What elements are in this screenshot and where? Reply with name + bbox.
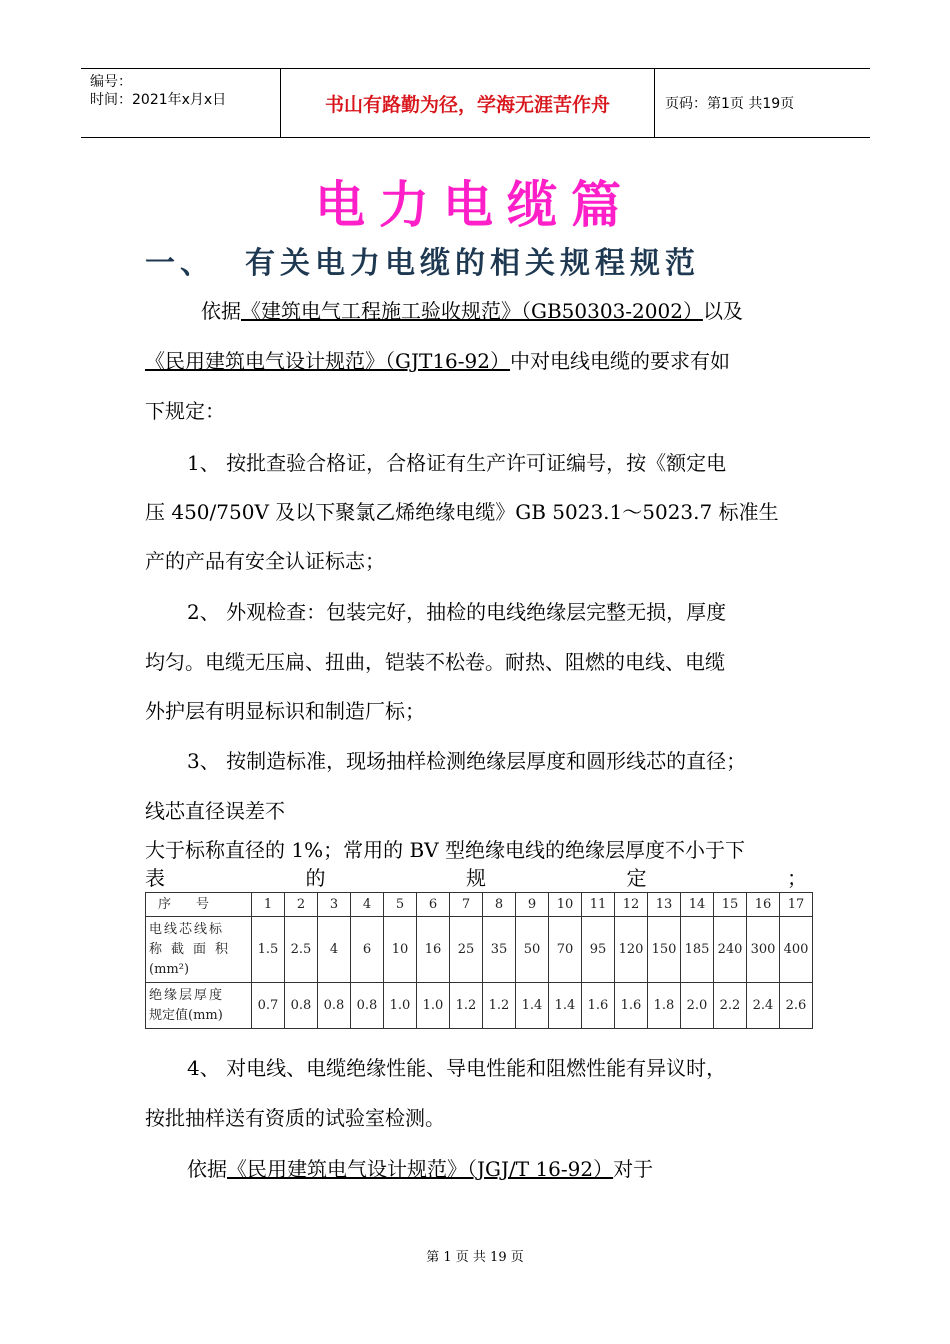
paragraph-line-justified <box>145 862 807 891</box>
list-item-3: 3、 按制造标准，现场抽样检测绝缘层厚度和圆形线芯的直径； <box>187 749 747 773</box>
section-heading <box>145 238 700 282</box>
thickness-cell: 1.0 <box>417 983 450 1029</box>
number-label: 编号： <box>90 74 132 90</box>
thickness-cell: 1.0 <box>384 983 417 1029</box>
header-meta <box>81 69 281 137</box>
area-cell: 70 <box>549 917 582 983</box>
text-run: 定 <box>626 866 647 890</box>
area-cell: 300 <box>747 917 780 983</box>
text-run: 依据 <box>187 1157 227 1181</box>
paragraph-line: 线芯直径误差不 <box>145 799 285 823</box>
label-line: 电线芯线标 <box>149 921 225 937</box>
reference-standard: 《民用建筑电气设计规范》（GJT16-92） <box>145 349 510 373</box>
thickness-cell: 1.2 <box>450 983 483 1029</box>
table-row <box>146 917 813 983</box>
paragraph-line: 按批抽样送有资质的试验室检测。 <box>145 1106 445 1130</box>
thickness-cell: 2.4 <box>747 983 780 1029</box>
thickness-cell: 0.8 <box>318 983 351 1029</box>
area-cell: 35 <box>483 917 516 983</box>
seq-cell: 3 <box>318 893 351 917</box>
thickness-cell: 1.2 <box>483 983 516 1029</box>
header-page-info: 页码：第1页 共19页 <box>665 96 795 112</box>
paragraph-line: 产的产品有安全认证标志； <box>145 549 385 573</box>
text-run: 表 <box>145 866 165 890</box>
area-cell: 95 <box>582 917 615 983</box>
seq-cell: 10 <box>549 893 582 917</box>
page-footer: 第 1 页 共 19 页 <box>426 1250 524 1265</box>
area-cell: 6 <box>351 917 384 983</box>
area-cell: 2.5 <box>285 917 318 983</box>
table-header-cell: 序 号 <box>146 893 252 917</box>
table-header-cell <box>146 917 252 983</box>
seq-cell: 4 <box>351 893 384 917</box>
table-row <box>146 983 813 1029</box>
text-run: 的 <box>305 866 326 890</box>
seq-cell: 5 <box>384 893 417 917</box>
label-line: 称截面积 <box>149 941 238 957</box>
area-cell: 50 <box>516 917 549 983</box>
thickness-cell: 0.8 <box>285 983 318 1029</box>
section-number: 一、 <box>145 246 215 281</box>
paragraph-line: 大于标称直径的 1%；常用的 BV 型绝缘电线的绝缘层厚度不小于下 <box>145 838 745 862</box>
seq-cell: 14 <box>681 893 714 917</box>
area-cell: 240 <box>714 917 747 983</box>
thickness-cell: 0.8 <box>351 983 384 1029</box>
list-item-2: 2、 外观检查：包装完好，抽检的电线绝缘层完整无损，厚度 <box>187 600 727 624</box>
thickness-cell: 2.0 <box>681 983 714 1029</box>
list-item-1: 1、 按批查验合格证，合格证有生产许可证编号，按《额定电 <box>187 451 727 475</box>
thickness-cell: 1.8 <box>648 983 681 1029</box>
area-cell: 150 <box>648 917 681 983</box>
seq-cell: 1 <box>252 893 285 917</box>
seq-cell: 12 <box>615 893 648 917</box>
header-table <box>81 68 870 138</box>
reference-standard: 《民用建筑电气设计规范》（JGJ/T 16-92） <box>227 1157 614 1181</box>
text-run: 以及 <box>702 299 743 323</box>
list-item-4: 4、 对电线、电缆绝缘性能、导电性能和阻燃性能有异议时， <box>187 1056 727 1080</box>
seq-cell: 17 <box>780 893 813 917</box>
area-cell: 16 <box>417 917 450 983</box>
area-cell: 25 <box>450 917 483 983</box>
area-cell: 400 <box>780 917 813 983</box>
area-cell: 4 <box>318 917 351 983</box>
time-label: 时间：2021年x月x日 <box>90 92 227 108</box>
text-run: 规 <box>466 866 486 890</box>
text-run: 对于 <box>613 1157 654 1181</box>
thickness-cell: 2.6 <box>780 983 813 1029</box>
seq-cell: 13 <box>648 893 681 917</box>
header-motto: 书山有路勤为径，学海无涯苦作舟 <box>281 69 655 137</box>
paragraph-line: 下规定： <box>145 399 225 423</box>
table-header-cell <box>146 983 252 1029</box>
seq-cell: 16 <box>747 893 780 917</box>
seq-cell: 2 <box>285 893 318 917</box>
text-run: 依据 <box>201 299 241 323</box>
insulation-thickness-table <box>145 892 813 1029</box>
text-run: ； <box>787 866 807 890</box>
area-cell: 10 <box>384 917 417 983</box>
paragraph-line: 外护层有明显标识和制造厂标； <box>145 699 425 723</box>
area-cell: 1.5 <box>252 917 285 983</box>
paragraph-line <box>145 1153 815 1182</box>
seq-cell: 15 <box>714 893 747 917</box>
paragraph-line: 均匀。电缆无压扁、扭曲，铠装不松卷。耐热、阻燃的电线、电缆 <box>145 650 725 674</box>
table-row <box>146 893 813 917</box>
paragraph-line <box>145 295 815 324</box>
reference-standard: 《建筑电气工程施工验收规范》（GB50303-2002） <box>241 299 703 323</box>
document-title: 电力电缆篇 <box>315 175 635 234</box>
paragraph-line: 压 450/750V 及以下聚氯乙烯绝缘电缆》GB 5023.1～5023.7 标准生 <box>145 500 779 524</box>
label-line: (mm²) <box>149 961 190 977</box>
label-line: 绝缘层厚度 <box>149 987 225 1003</box>
thickness-cell: 0.7 <box>252 983 285 1029</box>
thickness-cell: 2.2 <box>714 983 747 1029</box>
text-run: 中对电线电缆的要求有如 <box>510 349 730 373</box>
thickness-cell: 1.6 <box>582 983 615 1029</box>
thickness-cell: 1.6 <box>615 983 648 1029</box>
area-cell: 120 <box>615 917 648 983</box>
seq-cell: 8 <box>483 893 516 917</box>
thickness-cell: 1.4 <box>516 983 549 1029</box>
paragraph-line <box>145 345 815 374</box>
thickness-cell: 1.4 <box>549 983 582 1029</box>
seq-cell: 9 <box>516 893 549 917</box>
seq-cell: 11 <box>582 893 615 917</box>
seq-cell: 6 <box>417 893 450 917</box>
label-line: 规定值(mm) <box>149 1007 223 1023</box>
area-cell: 185 <box>681 917 714 983</box>
section-title: 有关电力电缆的相关规程规范 <box>245 246 700 281</box>
seq-cell: 7 <box>450 893 483 917</box>
